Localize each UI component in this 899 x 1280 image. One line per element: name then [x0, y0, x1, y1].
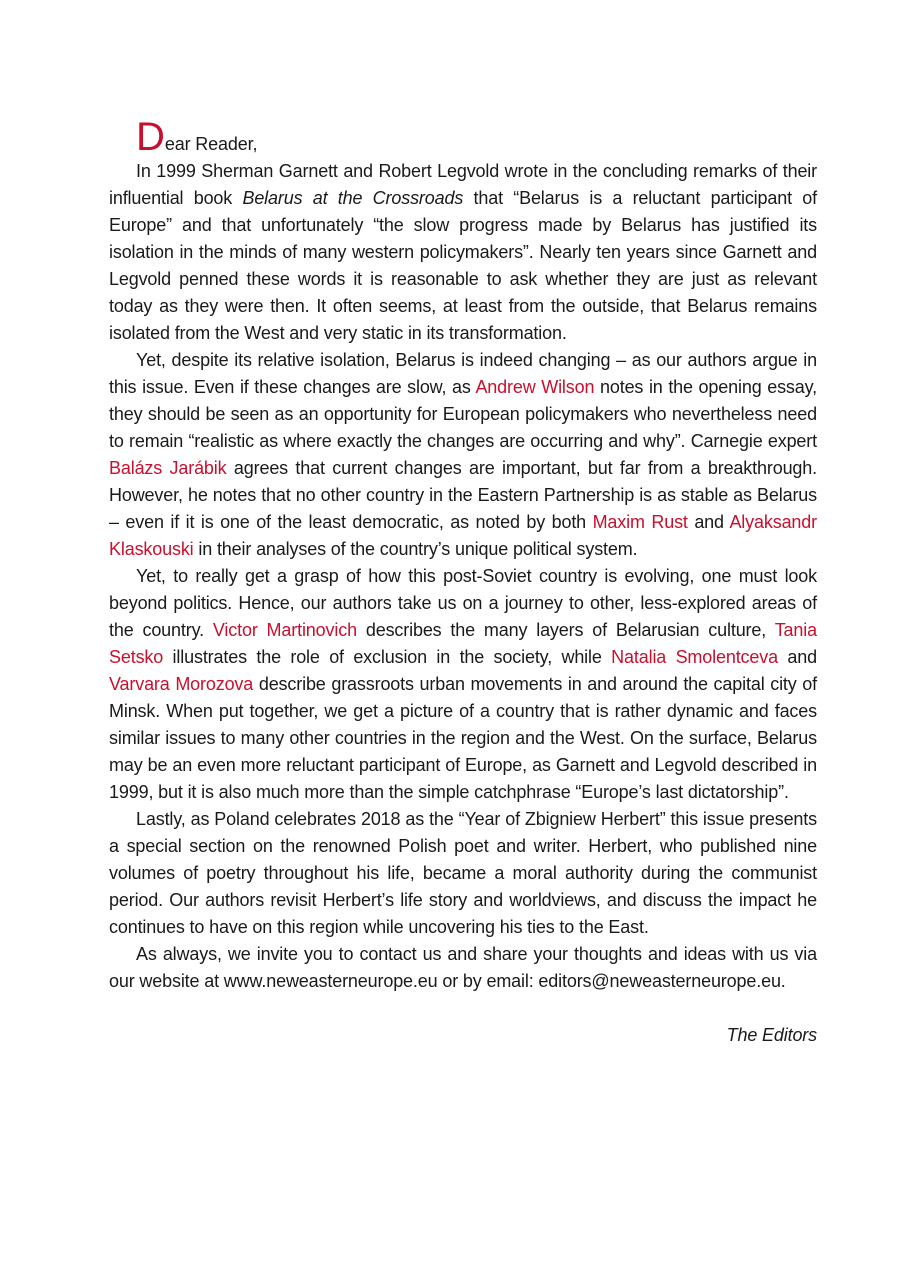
- author-name-andrew-wilson: Andrew Wilson: [475, 377, 595, 397]
- author-name-natalia-smolentceva: Natalia Smolentceva: [611, 647, 778, 667]
- author-name-victor-martinovich: Victor Martinovich: [212, 620, 357, 640]
- paragraph-1-text-b: that “Belarus is a reluctant participant of Europe” and that unfortunately “the slow progress made by Belarus has justified its isolation in the minds of many western policymakers”. Nearly ten years since Garnett and Legvold penned these words it is reasonable to ask whether they are just as relevant today as they were then. It often seems, at least from the outside, that Belarus remains isolated from the West and very static in its transformation.: [109, 188, 817, 343]
- paragraph-3-text-d: and: [777, 647, 817, 667]
- greeting-text: ear Reader,: [164, 134, 258, 154]
- paragraph-3-text-e: describe grassroots urban movements in and around the capital city of Minsk. When put together, we get a picture of a country that is rather dynamic and faces similar issues to many other countries in the region and the West. On the surface, Belarus may be an even more reluctant participant of Europe, as Garnett and Legvold described in 1999, but it is also much more than the simple catchphrase “Europe’s last dictatorship”.: [109, 674, 817, 802]
- signature: The Editors: [726, 1025, 817, 1045]
- author-name-varvara-morozova: Varvara Morozova: [109, 674, 254, 694]
- paragraph-2-text-b: notes in the opening essay, they should be seen as an opportunity for European policymakers who nevertheless need to remain “realistic as where exactly the changes are occurring and why”. Carnegie expert: [109, 377, 818, 451]
- paragraph-1-text-a: In 1999 Sherman Garnett and Robert Legvold wrote in the concluding remarks of their influential book: [109, 161, 817, 208]
- paragraph-3: [109, 563, 817, 806]
- editorial-letter: [109, 115, 818, 1049]
- author-name-balazs-jarabik: Balázs Jarábik: [109, 458, 227, 478]
- paragraph-2-text-c: agrees that current changes are important, but far from a breakthrough. However, he notes that no other country in the Eastern Partnership is as stable as Belarus – even if it is one of the least democratic, as noted by both: [109, 458, 817, 532]
- paragraph-3-text-c: illustrates the role of exclusion in the society, while: [163, 647, 612, 667]
- greeting: [109, 115, 817, 159]
- paragraph-2-text-e: in their analyses of the country’s unique political system.: [193, 539, 638, 559]
- paragraph-4: Lastly, as Poland celebrates 2018 as the “Year of Zbigniew Herbert” this issue presents a special section on the renowned Polish poet and writer. Herbert, who published nine volumes of poetry throughout his life, became a moral authority during the communist period. Our authors revisit Herbert’s life story and worldviews, and discuss the impact he continues to have on this region while uncovering his ties to the East.: [109, 809, 817, 937]
- paragraph-3-text-b: describes the many layers of Belarusian culture,: [356, 620, 775, 640]
- book-title: Belarus at the Crossroads: [242, 188, 464, 208]
- paragraph-3-text-a: Yet, to really get a grasp of how this post-Soviet country is evolving, one must look beyond politics. Hence, our authors take us on a journey to other, less-explored areas of the country.: [109, 566, 817, 640]
- author-name-tania-setsko: Tania Setsko: [109, 620, 817, 667]
- paragraph-2-text-d: and: [687, 512, 730, 532]
- author-name-maxim-rust: Maxim Rust: [592, 512, 688, 532]
- paragraph-1: [109, 158, 817, 347]
- paragraph-2-text-a: Yet, despite its relative isolation, Belarus is indeed changing – as our authors argue in this issue. Even if these changes are slow, as: [109, 350, 817, 397]
- author-name-alyaksandr-klaskouski: Alyaksandr Klaskouski: [109, 512, 817, 559]
- paragraph-5: As always, we invite you to contact us and share your thoughts and ideas with us via our website at www.neweasterneurope.eu or by email: editors@neweasterneurope.eu.: [109, 944, 817, 991]
- drop-cap: D: [136, 115, 165, 159]
- paragraph-2: [109, 347, 817, 563]
